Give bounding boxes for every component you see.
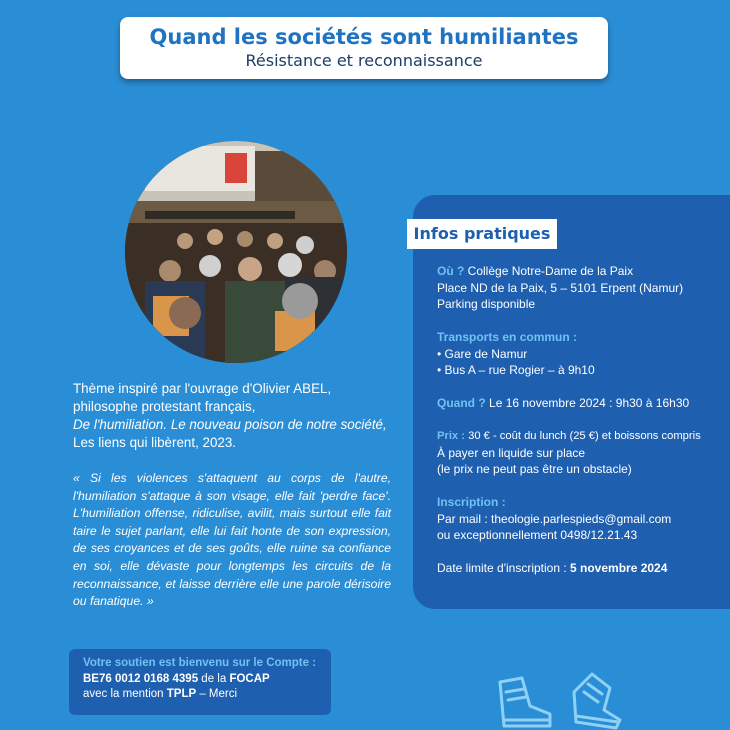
price-label: Prix :	[437, 430, 465, 442]
mention-code: TPLP	[166, 688, 197, 700]
conference-photo-illustration	[125, 141, 347, 363]
where-parking: Parking disponible	[437, 297, 536, 311]
registration-mail: Par mail : theologie.parlespieds@gmail.com	[437, 511, 672, 526]
walking-boots-icon	[492, 662, 632, 730]
event-title: Quand les sociétés sont humiliantes	[149, 25, 579, 49]
deadline-block	[437, 560, 667, 577]
org-name: FOCAP	[229, 672, 270, 685]
thanks: – Merci	[196, 688, 238, 700]
deadline-value: 5 novembre 2024	[570, 561, 668, 575]
of-the: de la	[198, 672, 230, 685]
where-address: Place ND de la Paix, 5 – 5101 Erpent (Namur)	[437, 280, 684, 295]
support-heading: Votre soutien est bienvenu sur le Compte :	[83, 657, 317, 669]
quote-text: « Si les violences s'attaquent au corps de l'autre, l'humiliation s'attaque à son visage, elle fait 'perdre face'. L'humiliation offense, ridiculise, avilit, mais surtout elle fait taire le sujet parlant, elle lui fait honte de son expression, de ses croyances et de ses goûts, elle ruine sa confiance en soi, elle dévaste pour longtemps les circuits de la reconnaissance, et laisse derrière elle une parole dérisoire ou fanatique. »	[73, 471, 391, 609]
where-label: Où ?	[437, 264, 465, 278]
support-box	[69, 649, 331, 715]
mention-prefix: avec la mention	[83, 688, 167, 700]
transport-label: Transports en commun :	[437, 330, 578, 344]
price-value: 30 € - coût du lunch (25 €) et boissons compris	[468, 430, 701, 442]
info-heading: Infos pratiques	[407, 219, 557, 249]
intro-line-1: Thème inspiré par l'ouvrage d'Olivier ABEL,	[73, 381, 332, 396]
registration-block	[437, 494, 671, 544]
transport-item: • Bus A – rue Rogier – à 9h10	[437, 363, 595, 377]
transport-block	[437, 329, 595, 379]
price-block	[437, 428, 701, 478]
intro-text	[73, 380, 398, 452]
when-label: Quand ?	[437, 396, 486, 410]
conference-photo	[125, 141, 347, 363]
registration-phone: ou exceptionnellement 0498/12.21.43	[437, 528, 638, 542]
title-banner	[120, 17, 608, 79]
account-number: BE76 0012 0168 4395	[83, 672, 199, 685]
where-name: Collège Notre-Dame de la Paix	[467, 264, 634, 278]
price-line-3: (le prix ne peut pas être un obstacle)	[437, 462, 632, 476]
deadline-prefix: Date limite d'inscription :	[437, 561, 571, 575]
event-subtitle: Résistance et reconnaissance	[245, 51, 483, 70]
where-block	[437, 263, 683, 313]
registration-label: Inscription :	[437, 495, 506, 509]
price-line-2: À payer en liquide sur place	[437, 445, 586, 460]
intro-line-2: philosophe protestant français,	[73, 399, 256, 414]
book-title: De l'humiliation. Le nouveau poison de notre société,	[73, 417, 387, 432]
book-publisher: Les liens qui libèrent, 2023.	[73, 435, 237, 450]
when-block	[437, 395, 689, 412]
transport-item: • Gare de Namur	[437, 346, 528, 361]
when-value: Le 16 novembre 2024 : 9h30 à 16h30	[489, 396, 690, 410]
